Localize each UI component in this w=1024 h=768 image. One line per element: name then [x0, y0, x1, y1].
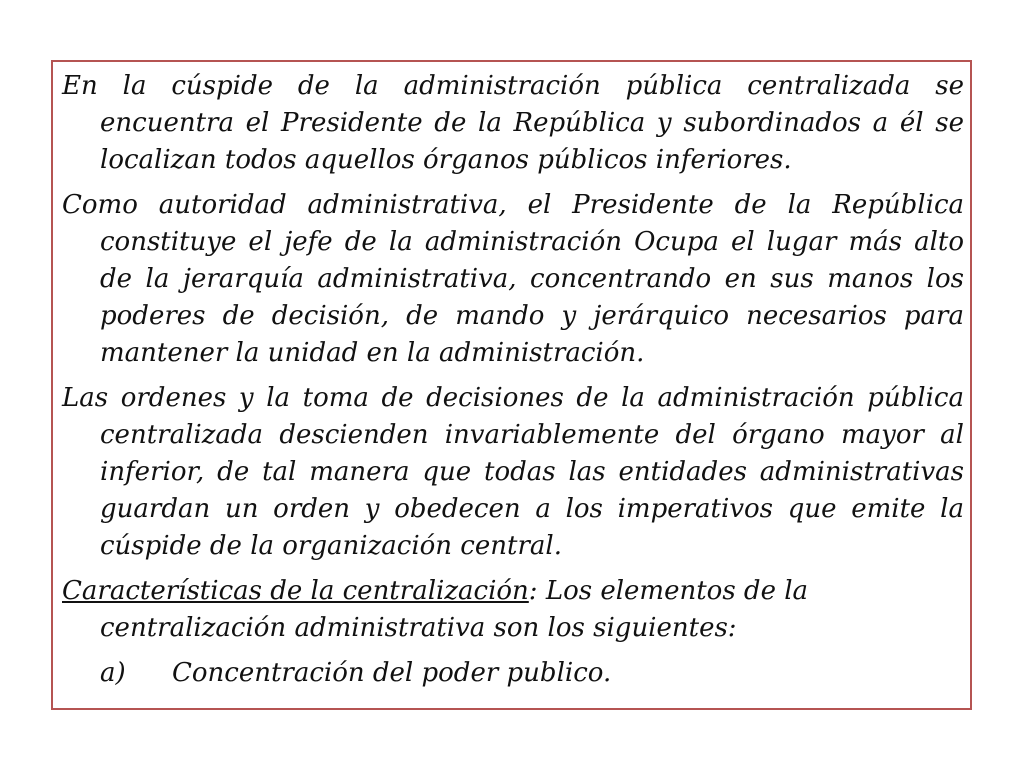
paragraph-autoridad: Como autoridad administrativa, el Presidente de la República constituye el jefe de la administración Ocupa el lugar más alto de la jerarquía administrativa, concentrando en sus manos los poderes de decisión, de mando y jerárquico necesarios para mantener la unidad en la administración.	[62, 190, 964, 368]
list-item-text: Concentración del poder publico.	[172, 658, 612, 688]
slide-content	[62, 68, 964, 692]
paragraph-caracteristicas	[62, 573, 964, 647]
characteristics-heading: Características de la centralización	[62, 576, 529, 606]
paragraph-ordenes: Las ordenes y la toma de decisiones de la administración pública centralizada descienden invariablemente del órgano mayor al inferior, de tal manera que todas las entidades administrativas guardan un orden y obedecen a los imperativos que emite la cúspide de la organización central.	[62, 383, 964, 561]
characteristics-text: : Los elementos de la centralización administrativa son los siguientes:	[100, 576, 809, 643]
paragraph-cuspide: En la cúspide de la administración pública centralizada se encuentra el Presidente de la República y subordinados a él se localizan todos aquellos órganos públicos inferiores.	[62, 71, 964, 175]
list-item	[62, 655, 964, 692]
list-marker: a)	[100, 658, 126, 688]
